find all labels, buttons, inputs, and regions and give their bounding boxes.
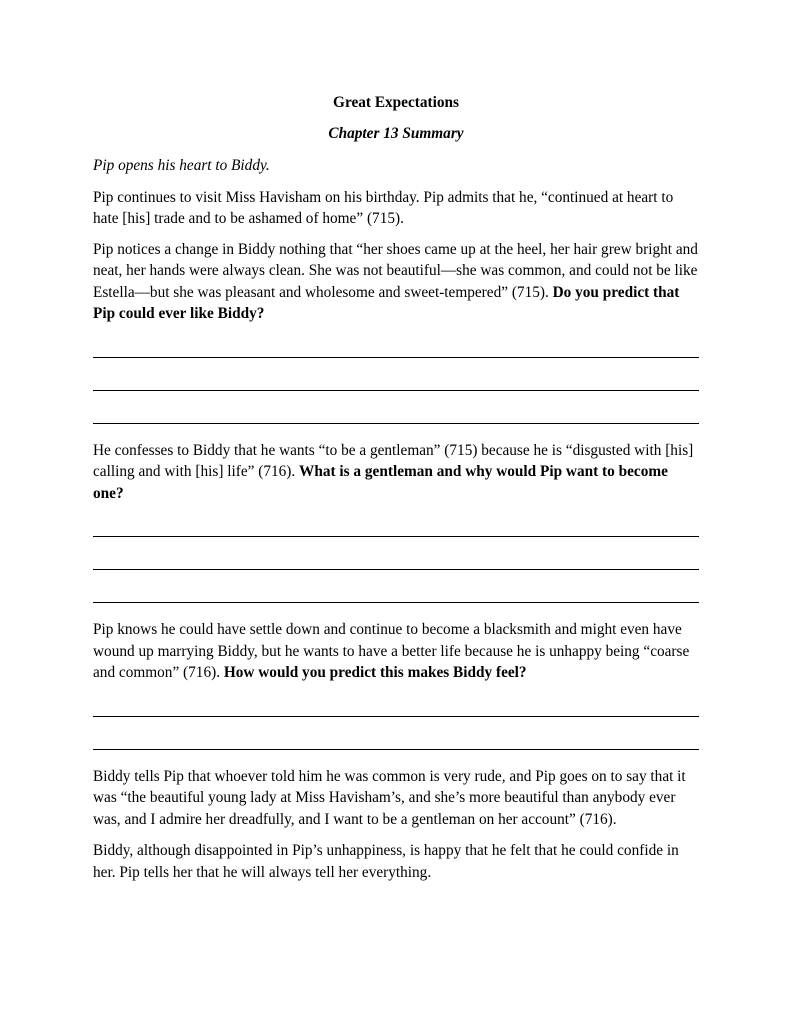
answer-lines-2	[93, 504, 699, 603]
paragraph-birthday-visit: Pip continues to visit Miss Havisham on his birthday. Pip admits that he, “continued at heart to hate [his] trade and to be ashamed of home” (715).	[93, 188, 674, 227]
paragraph-text: Pip notices a change in Biddy nothing that “her shoes came up at the heel, her hair grew bright and neat, her hands were always clean. She was not beautiful—she was common, and could not be like Estella—but she was pleasant and wholesome and sweet-tempered” (715).	[93, 240, 698, 301]
paragraph-text: Pip knows he could have settle down and continue to become a blacksmith and might even have wound up marrying Biddy, but he wants to have a better life because he is unhappy being “coarse and common” (716).	[93, 621, 690, 681]
paragraph-blacksmith	[93, 619, 699, 684]
chapter-subtitle: Chapter 13 Summary	[328, 125, 464, 142]
paragraph-confide: Biddy, although disappointed in Pip’s unhappiness, is happy that he felt that he could confide in her. Pip tells her that he will always tell her everything.	[93, 842, 679, 881]
answer-line[interactable]	[93, 358, 699, 391]
paragraph-text: He confesses to Biddy that he wants “to be a gentleman” (715) because he is “disgusted with [his] calling and with [his] life” (716).	[93, 441, 694, 480]
answer-lines-3	[93, 684, 699, 750]
paragraph-biddy-rude: Biddy tells Pip that whoever told him he was common is very rude, and Pip goes on to say that it was “the beautiful young lady at Miss Havisham’s, and she’s more beautiful than anybody ever was, and I admire her dreadfully, and I want to be a gentleman on her account” (716).	[93, 767, 686, 828]
answer-line[interactable]	[93, 684, 699, 717]
question-biddy-feel: How would you predict this makes Biddy feel?	[223, 664, 527, 681]
document-page	[93, 92, 699, 883]
intro-line: Pip opens his heart to Biddy.	[93, 157, 270, 174]
answer-lines-1	[93, 325, 699, 424]
answer-line[interactable]	[93, 504, 699, 537]
document-title: Great Expectations	[333, 94, 459, 111]
question-gentleman: What is a gentleman and why would Pip want to become one?	[93, 463, 668, 502]
answer-line[interactable]	[93, 717, 699, 750]
answer-line[interactable]	[93, 570, 699, 603]
question-like-biddy: Do you predict that Pip could ever like Biddy?	[93, 283, 680, 322]
paragraph-biddy-change	[93, 239, 699, 325]
answer-line[interactable]	[93, 325, 699, 358]
answer-line[interactable]	[93, 537, 699, 570]
answer-line[interactable]	[93, 391, 699, 424]
paragraph-gentleman	[93, 440, 699, 505]
